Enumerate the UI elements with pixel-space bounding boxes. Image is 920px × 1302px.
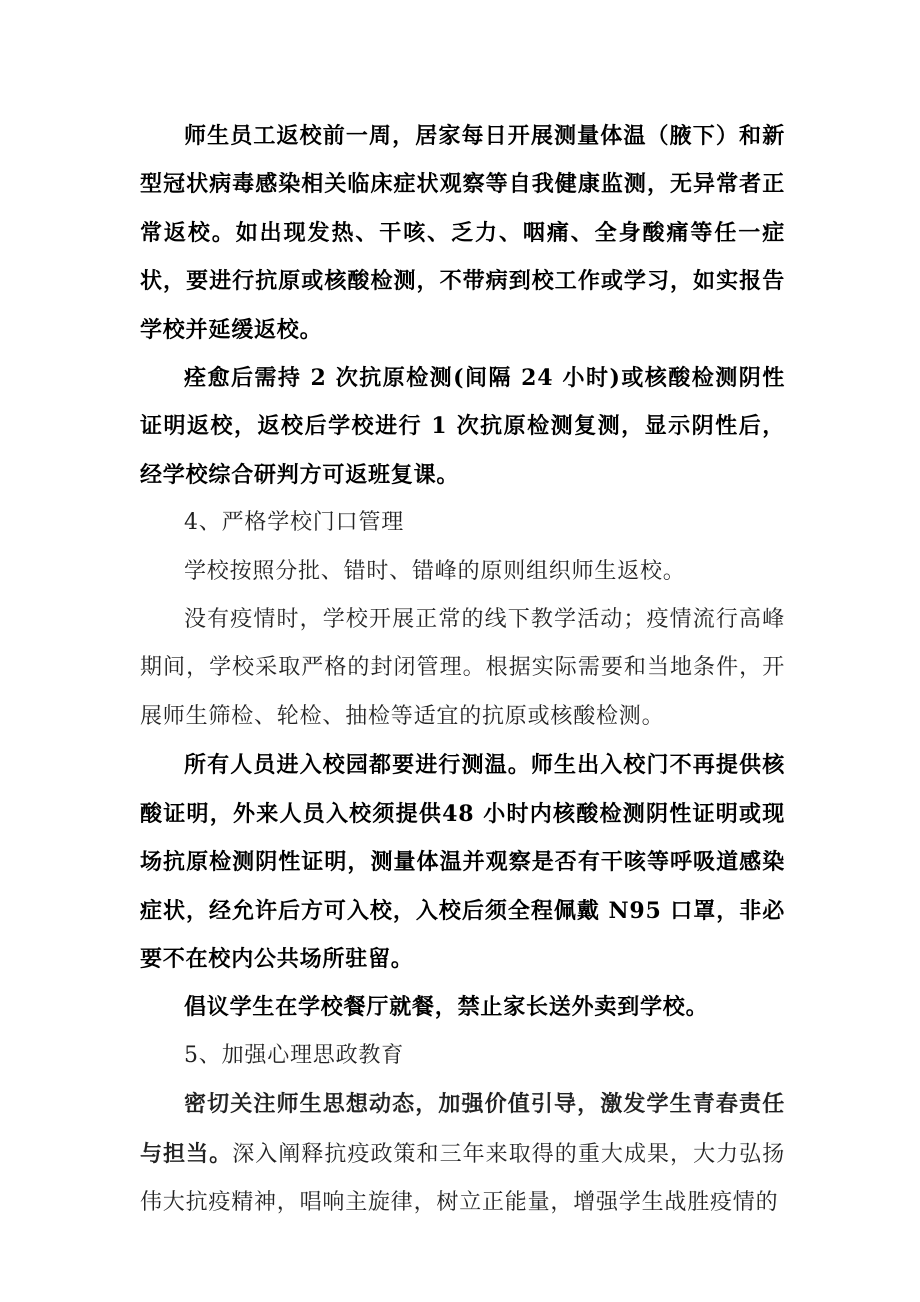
paragraph-recovery-testing: 痊愈后需持 2 次抗原检测(间隔 24 小时)或核酸检测阴性证明返校，返校后学校进行 1 次抗原检测复测，显示阴性后，经学校综合研判方可返班复课。 xyxy=(140,365,785,488)
section-heading-gate-management: 4、严格学校门口管理 xyxy=(184,510,404,536)
paragraph-canteen-dining: 倡议学生在学校餐厅就餐，禁止家长送外卖到学校。 xyxy=(184,994,709,1021)
paragraph-return-health-monitoring: 师生员工返校前一周，居家每日开展测量体温（腋下）和新型冠状病毒感染相关临床症状观察等自我健康监测，无异常者正常返校。如出现发热、干咳、乏力、咽痛、全身酸痛等任一症状，要进行抗原或核酸检测，不带病到校工作或学习，如实报告学校并延缓返校。 xyxy=(140,123,785,343)
document-body xyxy=(140,112,785,1227)
paragraph-ideological-guidance xyxy=(140,1080,785,1227)
paragraph-ideological-guidance-lead: 密切关注师生思想动态，加强价值引导，激发学生青春责任与担当。 xyxy=(140,1091,785,1167)
section-heading-psychological-education: 5、加强心理思政教育 xyxy=(184,1042,404,1068)
paragraph-staggered-return: 学校按照分批、错时、错峰的原则组织师生返校。 xyxy=(184,558,686,584)
paragraph-entry-temperature: 所有人员进入校园都要进行测温。师生出入校门不再提供核酸证明，外来人员入校须提供48 小时内核酸检测阴性证明或现场抗原检测阴性证明，测量体温并观察是否有干咳等呼吸道感染症状，经允许后方可入校，入校后须全程佩戴 N95 口罩，非必要不在校内公共场所驻留。 xyxy=(140,752,785,972)
paragraph-ideological-guidance-rest: 深入阐释抗疫政策和三年来取得的重大成果，大力弘扬伟大抗疫精神，唱响主旋律，树立正能量，增强学生战胜疫情的 xyxy=(140,1141,786,1215)
paragraph-teaching-activities: 没有疫情时，学校开展正常的线下教学活动；疫情流行高峰期间，学校采取严格的封闭管理。根据实际需要和当地条件，开展师生筛检、轮检、抽检等适宜的抗原或核酸检测。 xyxy=(140,607,785,729)
